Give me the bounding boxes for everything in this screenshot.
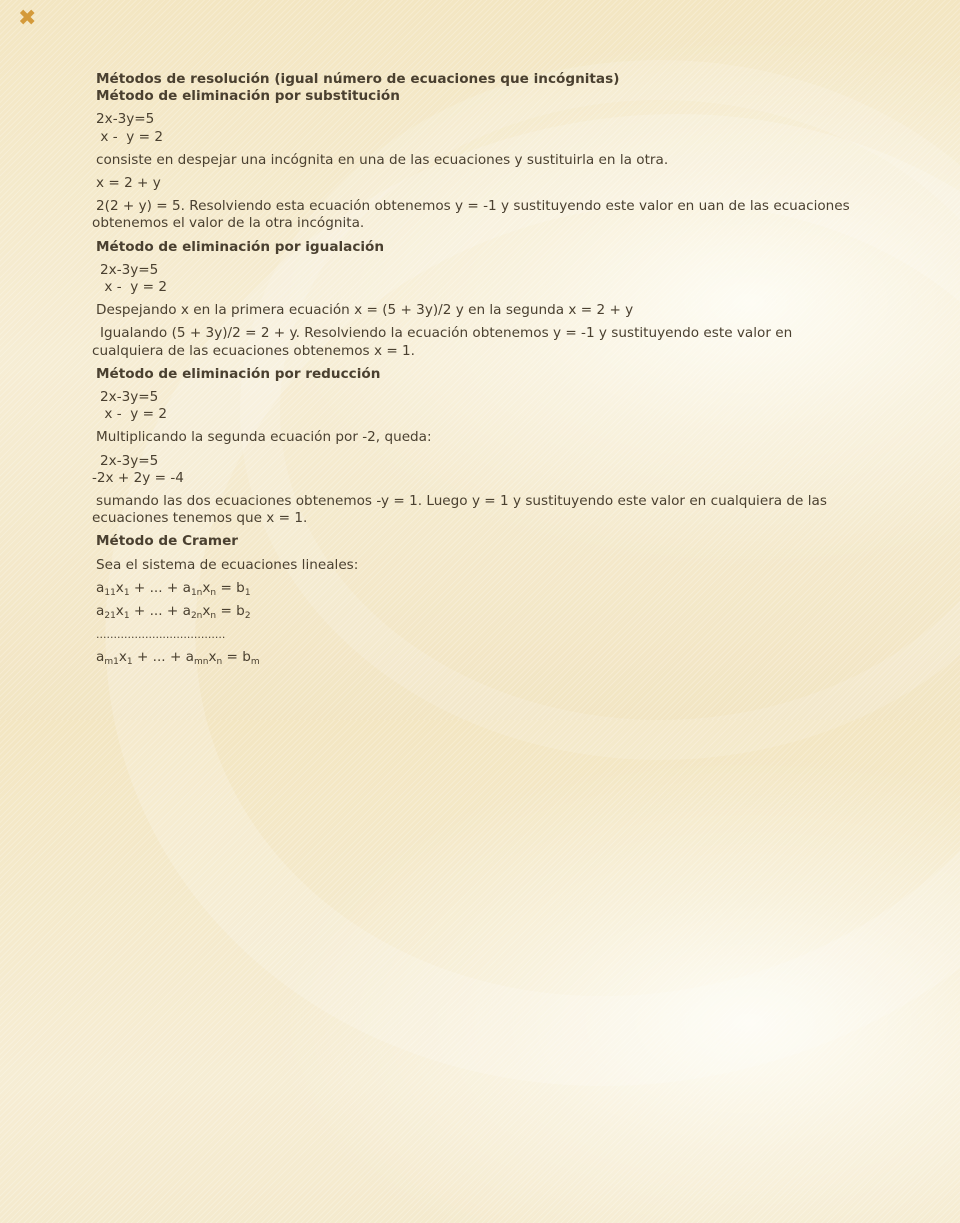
cramer-row-2: $a_{21}x_1$ + ... + $a_{2n}x_n = b_2$ [96, 603, 251, 622]
equalization-eq1: 2x-3y=5 [100, 261, 159, 278]
cramer-row-1: $a_{11}x_1$ + ... + $a_{1n}x_n = b_1$ [96, 579, 251, 598]
reduction-eq1: 2x-3y=5 [100, 389, 159, 406]
slide-logo-icon: ✖ [18, 6, 37, 31]
heading-substitution: Método de eliminación por substitución [96, 88, 400, 105]
cramer-dots: ..................................... [96, 628, 226, 642]
heading-equalization: Método de eliminación por igualación [96, 238, 385, 255]
substitution-x: x = 2 + y [96, 175, 161, 192]
heading-reduction: Método de eliminación por reducción [96, 365, 381, 382]
equalization-igualando-cont: cualquiera de las ecuaciones obtenemos x = 1. [92, 342, 416, 359]
slide-title: Métodos de resolución (igual número de ecuaciones que incógnitas) [96, 71, 620, 87]
cramer-intro: Sea el sistema de ecuaciones lineales: [96, 556, 359, 573]
reduction-eq4: -2x + 2y = -4 [92, 469, 184, 486]
substitution-eq1: 2x-3y=5 [96, 111, 155, 128]
heading-cramer: Método de Cramer [96, 533, 239, 550]
slide-content [92, 71, 902, 667]
equalization-igualando: Igualando (5 + 3y)/2 = 2 + y. Resolviendo la ecuación obtenemos y = -1 y sustituyendo este valor en [100, 325, 793, 342]
equalization-eq2: x - y = 2 [100, 279, 167, 296]
substitution-solve: 2(2 + y) = 5. Resolviendo esta ecuación obtenemos y = -1 y sustituyendo este valor en uan de las ecuaciones [96, 198, 850, 215]
substitution-description: consiste en despejar una incógnita en una de las ecuaciones y sustituirla en la otra. [96, 151, 669, 168]
reduction-sum-cont: ecuaciones tenemos que x = 1. [92, 510, 308, 527]
substitution-solve-cont: obtenemos el valor de la otra incógnita. [92, 215, 365, 232]
reduction-sum: sumando las dos ecuaciones obtenemos -y = 1. Luego y = 1 y sustituyendo este valor en cualquiera de las [96, 493, 827, 510]
substitution-eq2: x - y = 2 [96, 128, 163, 145]
reduction-eq3: 2x-3y=5 [100, 452, 159, 469]
equalization-despejando: Despejando x en la primera ecuación x = (5 + 3y)/2 y en la segunda x = 2 + y [96, 302, 634, 319]
reduction-eq2: x - y = 2 [100, 406, 167, 423]
reduction-multiply: Multiplicando la segunda ecuación por -2, queda: [96, 429, 432, 446]
cramer-row-m: $a_{m1}x_1$ + ... + $a_{mn}x_n = b_m$ [96, 649, 260, 668]
